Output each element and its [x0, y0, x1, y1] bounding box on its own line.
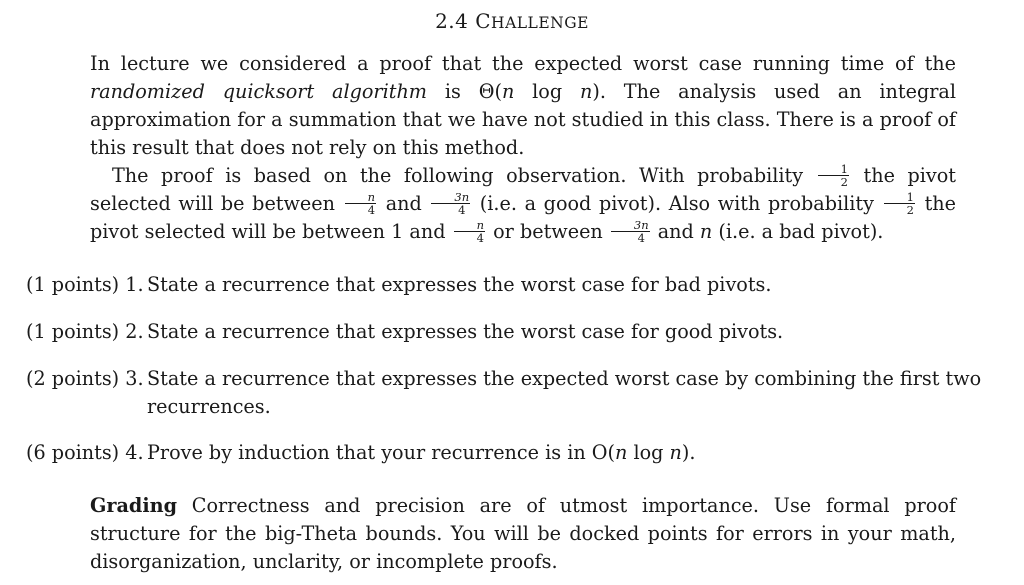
intro-text: (i.e. a bad pivot). — [712, 220, 884, 243]
frac-num: n — [345, 192, 376, 204]
intro-text: the pivot selected will be between — [90, 164, 956, 215]
math-n: n — [501, 80, 515, 103]
math-log: log — [627, 441, 670, 464]
frac-num: 1 — [818, 164, 849, 176]
frac-den: 4 — [458, 202, 466, 217]
question-text — [147, 441, 696, 464]
question-3 — [26, 365, 1024, 421]
intro-text: or between — [487, 220, 609, 243]
math-log: log — [514, 80, 580, 103]
intro-text: (i.e. a good pivot). Also with probability — [472, 192, 882, 215]
intro-paragraph-2 — [90, 162, 956, 246]
question-2 — [26, 318, 956, 346]
fraction-n-over-4 — [345, 189, 376, 217]
question-points: (1 points) 1. — [26, 273, 144, 296]
frac-den: 2 — [906, 202, 914, 217]
fraction-one-half — [818, 161, 849, 189]
section-title-initial: C — [475, 9, 492, 33]
intro-text: the pivot selected will be between 1 and — [90, 192, 956, 243]
intro-emphasis: randomized quicksort algorithm — [90, 80, 428, 103]
question-text-part: ). — [681, 441, 696, 464]
frac-den: 4 — [637, 230, 645, 245]
frac-num: n — [454, 220, 485, 232]
question-points: (2 points) 3. — [26, 367, 144, 390]
section-number: 2.4 — [435, 9, 469, 33]
fraction-one-half — [884, 189, 915, 217]
intro-text: In lecture we considered a proof that the expected worst case running time of the — [90, 52, 956, 75]
fraction-3n-over-4 — [611, 217, 650, 245]
section-heading — [0, 9, 1024, 33]
math-n: n — [699, 220, 713, 243]
question-4 — [26, 439, 956, 467]
grading-paragraph — [90, 492, 956, 576]
question-text-part: Prove by induction that your recurrence is in O( — [147, 441, 616, 464]
section-title-rest: HALLENGE — [491, 14, 589, 32]
frac-num: 1 — [884, 192, 915, 204]
math-n: n — [615, 441, 628, 464]
question-text: State a recurrence that expresses the worst case for bad pivots. — [147, 273, 772, 296]
question-1 — [26, 271, 956, 299]
frac-den: 2 — [840, 174, 848, 189]
grading-label: Grading — [90, 494, 177, 517]
intro-text: and — [378, 192, 430, 215]
question-points: (6 points) 4. — [26, 441, 144, 464]
intro-text: and — [651, 220, 700, 243]
intro-paragraph-1 — [90, 50, 956, 162]
frac-num: 3n — [611, 220, 650, 232]
question-text: State a recurrence that expresses the expected worst case by combining the first two recurrences. — [147, 367, 982, 418]
math-n: n — [669, 441, 682, 464]
frac-den: 4 — [476, 230, 484, 245]
fraction-n-over-4 — [454, 217, 485, 245]
frac-den: 4 — [367, 202, 376, 217]
question-points: (1 points) 2. — [26, 320, 144, 343]
theta-open: is Θ( — [427, 80, 502, 103]
frac-num: 3n — [431, 192, 470, 204]
fraction-3n-over-4 — [431, 189, 470, 217]
intro-text: ). The analysis used an integral approximation for a summation that we have not studied in this class. There is a proof of this result that does not rely on this method. — [90, 80, 956, 159]
math-n: n — [579, 80, 593, 103]
grading-text: Correctness and precision are of utmost importance. Use formal proof structure for the big-Theta bounds. You will be docked points for errors in your math, disorganization, unclarity, or incomplete proofs. — [90, 494, 956, 573]
question-text: State a recurrence that expresses the worst case for good pivots. — [147, 320, 784, 343]
intro-text: The proof is based on the following observation. With probability — [112, 164, 816, 187]
